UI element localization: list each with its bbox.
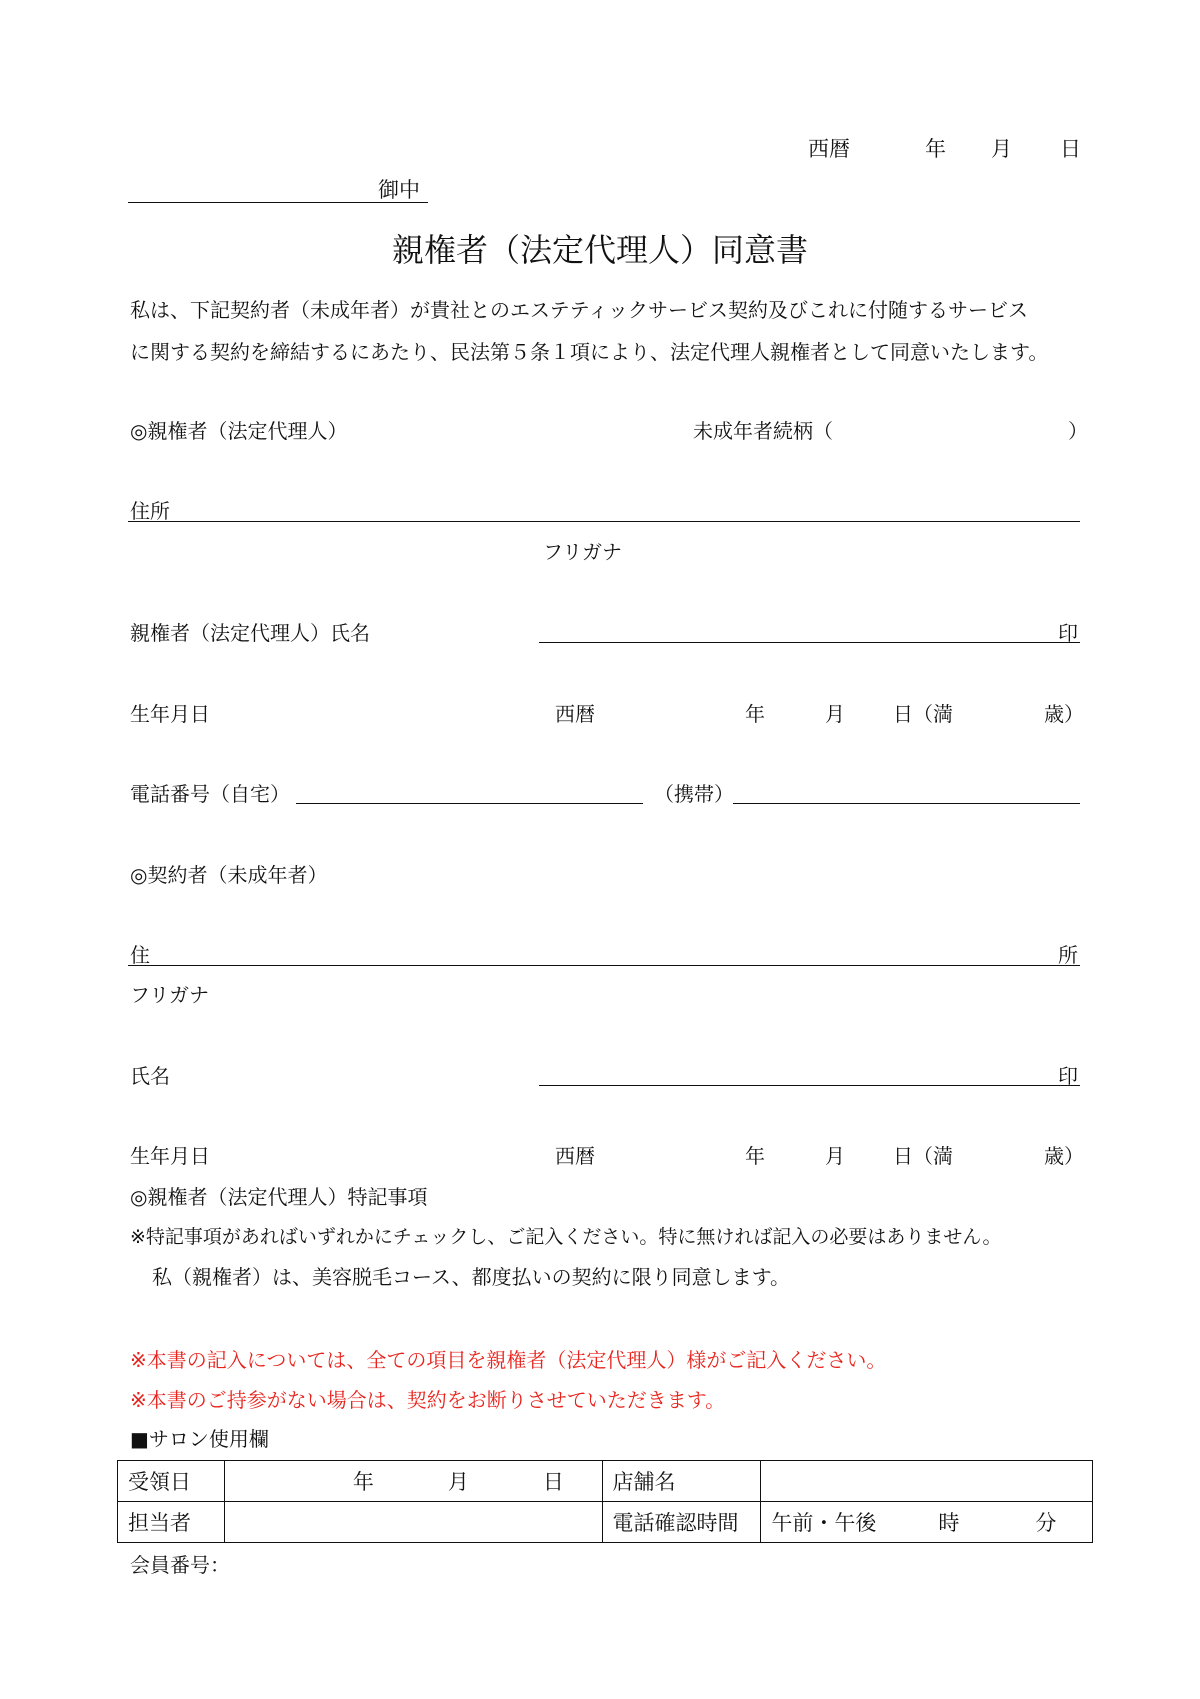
guardian-name-line[interactable] (539, 642, 1080, 643)
salon-row-received (118, 1461, 1093, 1502)
received-year: 年 (352, 1470, 374, 1494)
call-time-cell[interactable] (761, 1502, 1093, 1543)
phone-home-line[interactable] (296, 803, 643, 804)
intro-line-2: に関する契約を締結するにあたり、民法第５条１項により、法定代理人親権者として同意いたします。 (130, 340, 1049, 364)
received-label: 受領日 (118, 1461, 225, 1502)
guardian-name-label: 親権者（法定代理人）氏名 (130, 621, 370, 645)
call-minute: 分 (1035, 1511, 1057, 1535)
special-option-1[interactable] (152, 1264, 790, 1290)
staff-cell[interactable] (224, 1502, 602, 1543)
ampm: 午前・午後 (771, 1511, 877, 1535)
date-year: 年 (925, 137, 946, 161)
store-cell[interactable] (761, 1461, 1093, 1502)
relation-close: ） (1068, 419, 1088, 443)
date-month: 月 (991, 137, 1012, 161)
minor-seal: 印 (1058, 1064, 1078, 1088)
minor-birth-day: 日（満 (893, 1144, 953, 1168)
guardian-seal: 印 (1058, 621, 1078, 645)
salon-section-heading: ■サロン使用欄 (130, 1427, 269, 1451)
member-number-label: 会員番号： (130, 1553, 230, 1577)
minor-birth-month: 月 (825, 1144, 845, 1168)
guardian-birth-year: 年 (745, 702, 765, 726)
guardian-address-line[interactable] (128, 521, 1080, 522)
phone-mobile-line[interactable] (733, 803, 1080, 804)
minor-furigana: フリガナ (130, 983, 209, 1007)
warning-line-1: ※本書の記入については、全ての項目を親権者（法定代理人）様がご記入ください。 (130, 1348, 887, 1372)
guardian-furigana: フリガナ (543, 540, 622, 564)
addressee-suffix: 御中 (378, 178, 420, 202)
minor-name-label: 氏名 (130, 1064, 170, 1088)
minor-birth-label: 生年月日 (130, 1144, 210, 1168)
date-era: 西暦 (808, 137, 850, 161)
intro-line-1: 私は、下記契約者（未成年者）が貴社とのエステティックサービス契約及びこれに付随するサービス (130, 298, 1028, 322)
minor-section-heading: ◎契約者（未成年者） (130, 863, 328, 887)
page-title: 親権者（法定代理人）同意書 (391, 231, 808, 269)
salon-row-staff (118, 1502, 1093, 1543)
call-hour: 時 (938, 1511, 960, 1535)
guardian-address-label: 住所 (130, 499, 170, 523)
received-day: 日 (542, 1470, 564, 1494)
guardian-birth-day: 日（満 (893, 702, 953, 726)
special-option-1-label: 私（親権者）は、美容脱毛コース、都度払いの契約に限り同意します。 (152, 1265, 790, 1289)
phone-home-label: 電話番号（自宅） (130, 782, 290, 806)
guardian-birth-era: 西暦 (555, 702, 595, 726)
relation-label: 未成年者続柄（ (693, 419, 833, 443)
minor-address-right: 所 (1058, 943, 1078, 967)
received-month: 月 (447, 1470, 469, 1494)
staff-label: 担当者 (118, 1502, 225, 1543)
minor-address-left: 住 (130, 943, 150, 967)
minor-birth-era: 西暦 (555, 1144, 595, 1168)
salon-table (117, 1460, 1093, 1543)
guardian-birth-month: 月 (825, 702, 845, 726)
special-section-heading: ◎親権者（法定代理人）特記事項 (130, 1185, 428, 1209)
warning-line-2: ※本書のご持参がない場合は、契約をお断りさせていただきます。 (130, 1388, 726, 1412)
minor-birth-year: 年 (745, 1144, 765, 1168)
guardian-section-heading: ◎親権者（法定代理人） (130, 419, 348, 443)
minor-name-line[interactable] (539, 1085, 1080, 1086)
call-label: 電話確認時間 (602, 1502, 761, 1543)
store-label: 店舗名 (602, 1461, 761, 1502)
received-date-cell[interactable] (224, 1461, 602, 1502)
guardian-birth-age: 歳） (1044, 702, 1084, 726)
special-note: ※特記事項があればいずれかにチェックし、ご記入ください。特に無ければ記入の必要はありません。 (130, 1226, 1002, 1248)
minor-address-line[interactable] (128, 965, 1080, 966)
guardian-birth-label: 生年月日 (130, 702, 210, 726)
phone-mobile-label: （携帯） (654, 782, 734, 806)
date-day: 日 (1060, 137, 1081, 161)
minor-birth-age: 歳） (1044, 1144, 1084, 1168)
